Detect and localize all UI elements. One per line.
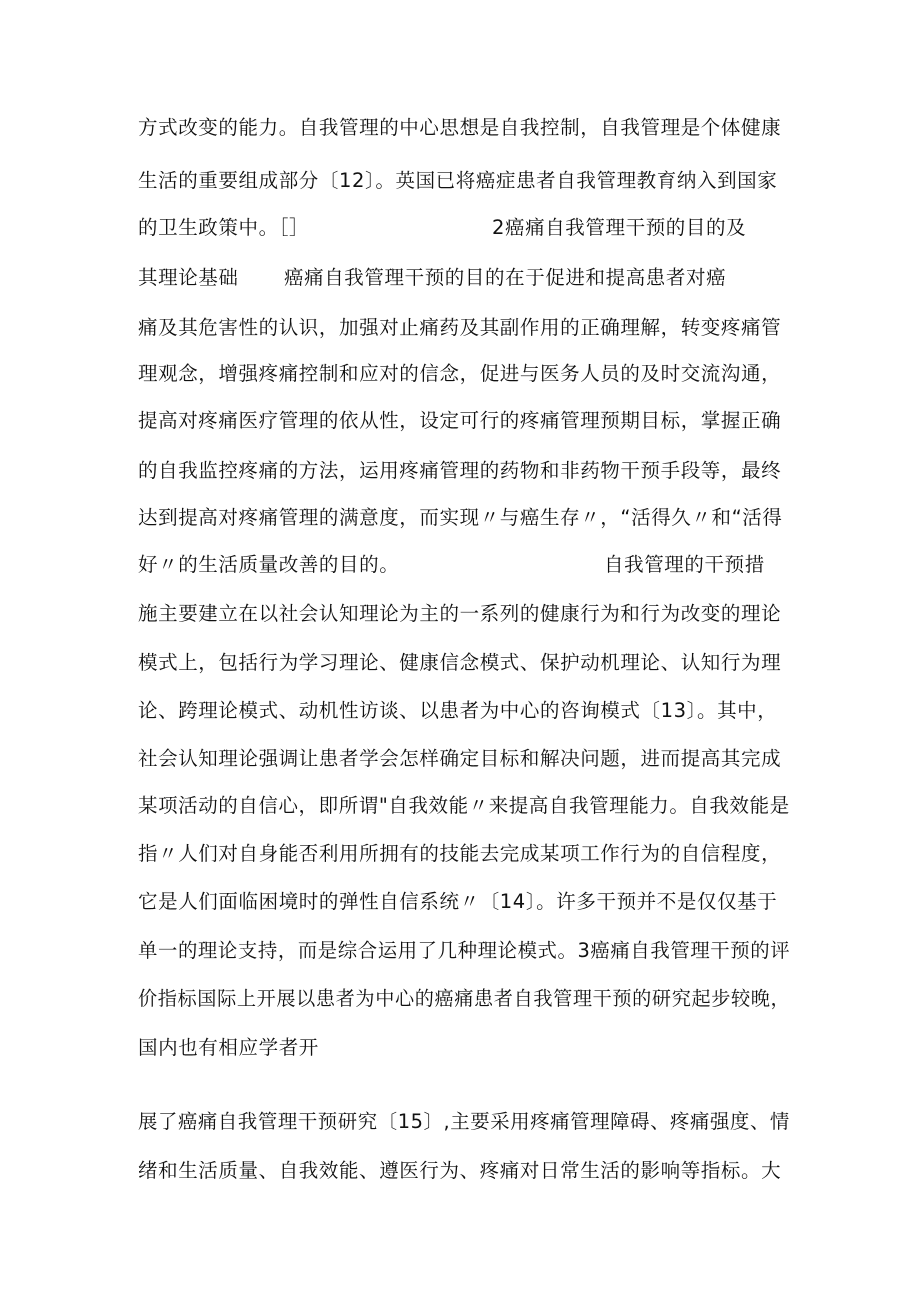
text-line-19: 价指标国际上开展以患者为中心的癌痛患者自我管理干预的研究起步较晚， (138, 987, 791, 1010)
text-line-4-left: 其理论基础 (138, 266, 239, 289)
text-line-10-left: 好〃的生活质量改善的目的。 (138, 553, 400, 576)
text-line-18: 单一的理论支持，而是综合运用了几种理论模式。3癌痛自我管理干预的评 (138, 939, 791, 962)
text-line-3-left: 的卫生政策中。［］ (138, 216, 310, 239)
text-line-15: 某项活动的自信心，即所谓"自我效能〃来提高自我管理能力。自我效能是 (138, 794, 790, 817)
text-line-21: 展了癌痛自我管理干预研究〔15〕,主要采用疼痛管理障碍、疼痛强度、情 (138, 1110, 790, 1133)
text-line-16: 指〃人们对自身能否利用所拥有的技能去完成某项工作行为的自信程度， (138, 842, 782, 865)
text-line-22: 绪和生活质量、自我效能、遵医行为、疼痛对日常生活的影响等指标。大 (138, 1159, 782, 1182)
section-heading-2: 2癌痛自我管理干预的目的及 (492, 216, 747, 239)
text-line-6: 理观念，增强疼痛控制和应对的信念，促进与医务人员的及时交流沟通， (138, 362, 782, 385)
text-line-11: 施主要建立在以社会认知理论为主的一系列的健康行为和行为改变的理论 (138, 602, 782, 625)
text-line-13: 论、跨理论模式、动机性访谈、以患者为中心的咨询模式〔13〕。其中， (138, 699, 778, 722)
text-line-1: 方式改变的能力。自我管理的中心思想是自我控制，自我管理是个体健康 (138, 116, 782, 139)
text-line-8: 的自我监控疼痛的方法，运用疼痛管理的药物和非药物干预手段等，最终 (138, 459, 782, 482)
text-line-20: 国内也有相应学者开 (138, 1036, 319, 1059)
text-line-10-right: 自我管理的干预措 (604, 553, 765, 576)
text-line-14: 社会认知理论强调让患者学会怎样确定目标和解决问题，进而提高其完成 (138, 747, 782, 770)
text-line-12: 模式上，包括行为学习理论、健康信念模式、保护动机理论、认知行为理 (138, 651, 782, 674)
text-line-7: 提高对疼痛医疗管理的依从性，设定可行的疼痛管理预期目标，掌握正确 (138, 409, 782, 432)
text-line-9: 达到提高对疼痛管理的满意度，而实现〃与癌生存〃，“活得久〃和“活得 (138, 506, 783, 529)
text-line-4-right: 癌痛自我管理干预的目的在于促进和提高患者对癌 (284, 266, 727, 289)
text-line-17: 它是人们面临困境时的弹性自信系统〃〔14〕。许多干预并不是仅仅基于 (138, 890, 778, 913)
text-line-5: 痛及其危害性的认识，加强对止痛药及其副作用的正确理解，转变疼痛管 (138, 316, 782, 339)
text-line-2: 生活的重要组成部分〔12〕。英国已将癌症患者自我管理教育纳入到国家 (138, 169, 778, 192)
